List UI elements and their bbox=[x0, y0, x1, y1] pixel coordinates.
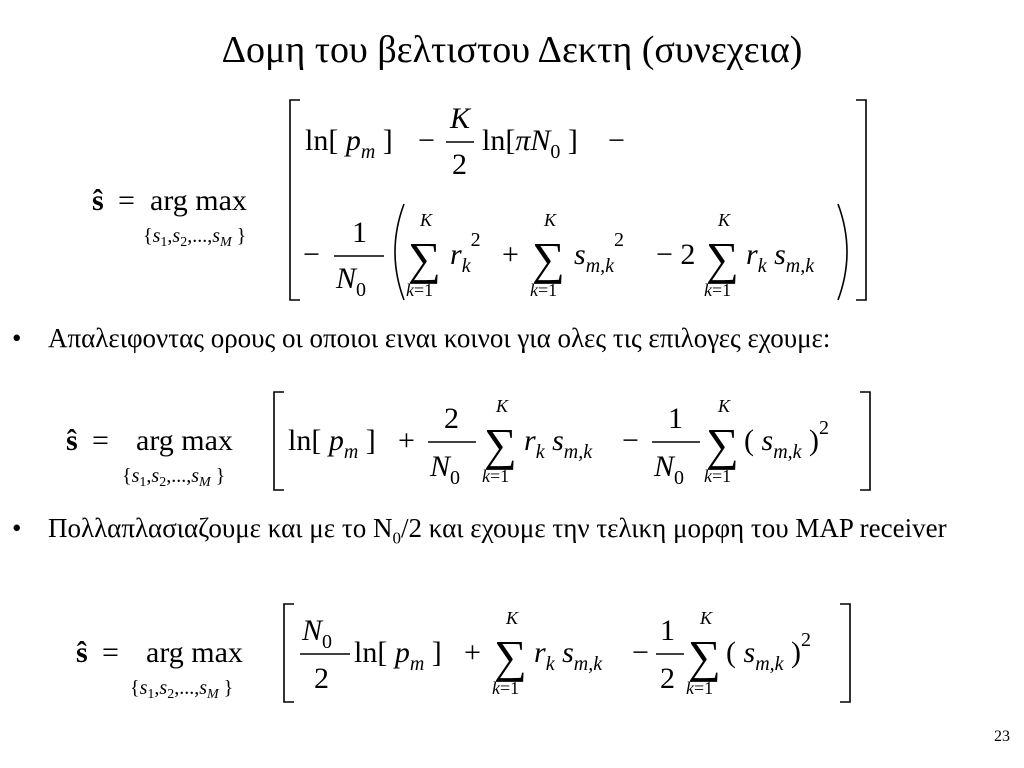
sum-upper-K: K bbox=[506, 608, 519, 628]
frac-1-num: 1 bbox=[660, 614, 675, 647]
sum-lower: k=1 bbox=[482, 466, 510, 486]
left-bracket bbox=[284, 604, 294, 702]
argmax-operator: arg max bbox=[136, 424, 233, 457]
sum-lower: k=1 bbox=[492, 678, 520, 698]
frac-N0-den: $N_0$ bbox=[336, 262, 367, 301]
ln-pm-term: ln[ $p_m$ ] bbox=[288, 424, 376, 463]
equation-2 bbox=[0, 386, 1024, 496]
frac-N0-num: $N_0$ bbox=[302, 614, 333, 653]
sum-symbol: ∑ bbox=[706, 419, 739, 470]
argmax-operator: arg max bbox=[150, 184, 247, 217]
bullet-2 bbox=[12, 512, 1002, 554]
frac-2-num: 2 bbox=[444, 402, 459, 435]
frac-2-den: 2 bbox=[314, 662, 329, 695]
minus-sign: − bbox=[608, 124, 625, 157]
sum-upper-K: K bbox=[718, 210, 731, 230]
minus-sign: − bbox=[632, 636, 649, 669]
sum-upper-K: K bbox=[700, 608, 713, 628]
argmax-subscript: {$s_1,s_2,...,s_M$ } bbox=[130, 677, 234, 702]
sum-symbol: ∑ bbox=[484, 419, 517, 470]
minus-two: − 2 bbox=[656, 238, 696, 271]
sum-symbol: ∑ bbox=[494, 631, 527, 682]
frac-1-num: 1 bbox=[668, 402, 683, 435]
plus-sign: + bbox=[502, 238, 519, 271]
minus-sign: − bbox=[622, 424, 639, 457]
sum-upper-K: K bbox=[496, 396, 509, 416]
right-bracket bbox=[840, 604, 850, 702]
sum-symbol: ∑ bbox=[706, 233, 739, 284]
sum-symbol: ∑ bbox=[408, 233, 441, 284]
bullet-1-text: Απαλειφοντας ορους οι οποιοι ειναι κοινοι για ολες τις επιλογες εχουμε: bbox=[48, 323, 831, 353]
ln-pm-term: ln[ $p_m$ ] bbox=[305, 124, 393, 163]
plus-sign: + bbox=[398, 424, 415, 457]
bullet-1 bbox=[12, 322, 1002, 354]
frac-1-num: 1 bbox=[352, 216, 367, 249]
left-bracket bbox=[290, 100, 300, 300]
equals-sign: = bbox=[102, 636, 119, 669]
sum-lower: k=1 bbox=[704, 466, 732, 486]
minus-sign: − bbox=[303, 238, 320, 271]
equation-3 bbox=[0, 598, 1024, 708]
frac-2-den: 2 bbox=[660, 662, 675, 695]
sum-symbol: ∑ bbox=[688, 631, 721, 682]
ln-pm-term: ln[ $p_m$ ] bbox=[354, 636, 442, 675]
sum-lower: k=1 bbox=[530, 280, 558, 300]
left-paren bbox=[395, 204, 404, 300]
ln-piN0-term: $\ln[\pi N_0$ ] bbox=[482, 124, 578, 163]
sum-lower: k=1 bbox=[686, 678, 714, 698]
rk-smk-term: $r_k$ $s_{m,k}$ bbox=[746, 238, 815, 277]
bullet-2-text-after: /2 και εχουμε την τελικη μορφη του MAP receiver bbox=[400, 513, 947, 543]
bullet-2-text-before: Πολλαπλασιαζουμε και με το N bbox=[48, 513, 393, 543]
s-hat: ŝ bbox=[66, 424, 78, 457]
equals-sign: = bbox=[118, 184, 135, 217]
equation-1 bbox=[0, 92, 1024, 302]
bullet-2-text bbox=[48, 512, 1002, 554]
smk-squared-term: ( $s_{m,k}$ )$^2$ bbox=[726, 629, 812, 675]
sum-symbol: ∑ bbox=[532, 233, 565, 284]
sum-lower: k=1 bbox=[406, 280, 434, 300]
bullet-dot: • bbox=[12, 513, 22, 543]
minus-sign: − bbox=[418, 124, 435, 157]
argmax-subscript: {$s_1,s_2,...,s_M$ } bbox=[122, 465, 226, 490]
smk-squared-term: ( $s_{m,k}$ )$^2$ bbox=[744, 417, 830, 463]
bullet-dot: • bbox=[12, 323, 22, 353]
frac-2-den: 2 bbox=[452, 148, 467, 181]
sum-upper-K: K bbox=[544, 210, 557, 230]
s-mk-squared: $s_{m,k}^2$ bbox=[574, 229, 625, 277]
bullet-2-subscript: 0 bbox=[392, 528, 401, 548]
argmax-subscript: {$s_1,s_2,...,s_M$ } bbox=[143, 225, 247, 250]
argmax-operator: arg max bbox=[146, 636, 243, 669]
equals-sign: = bbox=[92, 424, 109, 457]
s-hat: ŝ bbox=[76, 636, 88, 669]
sum-upper-K: K bbox=[718, 396, 731, 416]
right-paren bbox=[838, 204, 847, 300]
sum-lower: k=1 bbox=[704, 280, 732, 300]
frac-N0-den: $N_0$ bbox=[654, 450, 685, 489]
frac-N0-den: $N_0$ bbox=[430, 450, 461, 489]
slide-number: 23 bbox=[994, 728, 1010, 745]
s-hat: ŝ bbox=[92, 184, 104, 217]
rk-smk-term: $r_k$ $s_{m,k}$ bbox=[524, 424, 593, 463]
sum-upper-K: K bbox=[420, 210, 433, 230]
plus-sign: + bbox=[464, 636, 481, 669]
r-k-squared: $r_k^2$ bbox=[450, 229, 481, 277]
slide-title: Δομη του βελτιστου Δεκτη (συνεχεια) bbox=[221, 29, 803, 71]
rk-smk-term: $r_k$ $s_{m,k}$ bbox=[534, 636, 603, 675]
left-bracket bbox=[274, 392, 284, 490]
frac-K-num: K bbox=[450, 102, 471, 135]
right-bracket bbox=[856, 100, 866, 300]
right-bracket bbox=[860, 392, 870, 490]
